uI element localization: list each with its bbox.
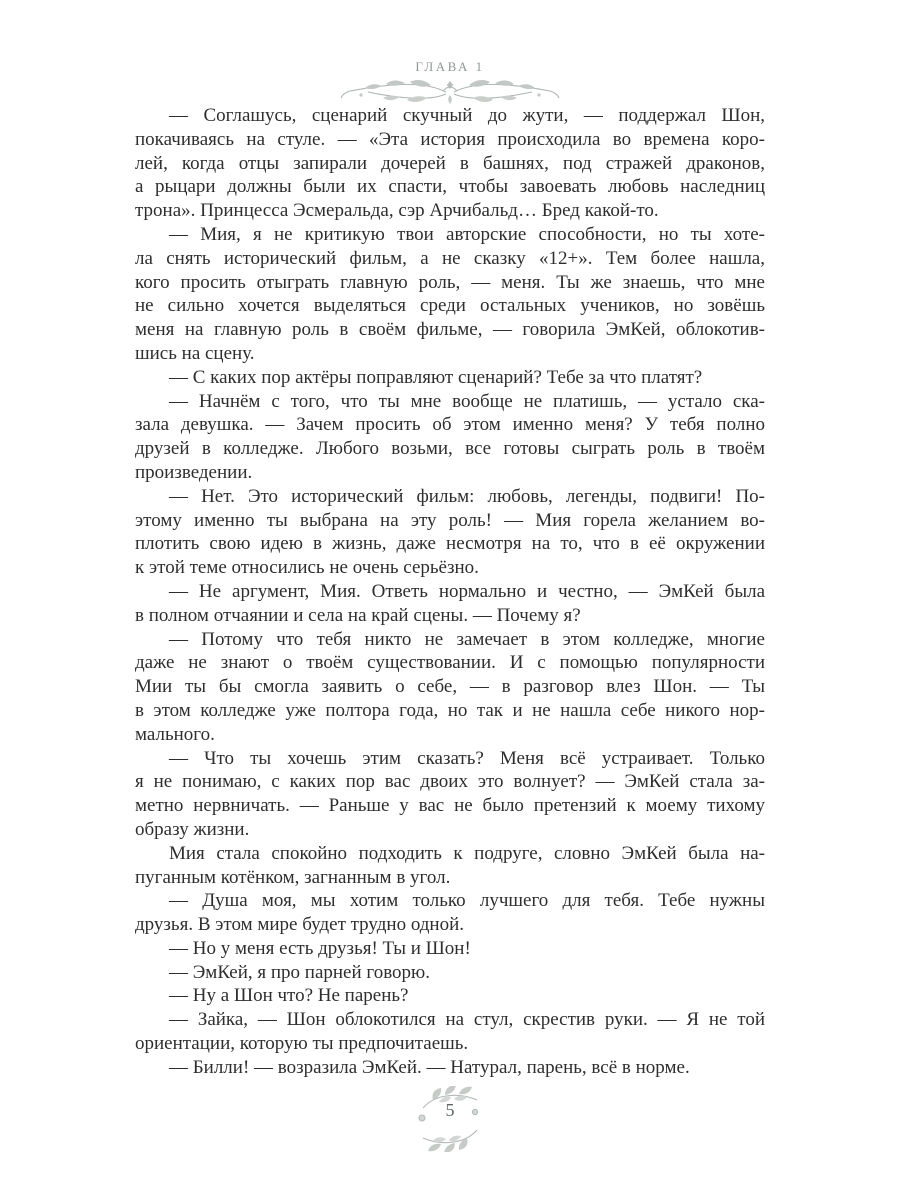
text-line: покачиваясь на стуле. — «Эта история происходила во времена коро- <box>135 128 765 150</box>
chapter-header <box>0 58 900 108</box>
text-line: в этом колледже уже полтора года, но так и не нашла себе никого нор- <box>135 699 765 721</box>
text-block <box>135 104 765 1080</box>
paragraph <box>135 104 765 223</box>
text-line: этому именно ты выбрана на эту роль! — Мия горела желанием во- <box>135 509 765 531</box>
paragraph <box>135 1008 765 1056</box>
text-line: — Но у меня есть друзья! Ты и Шон! <box>169 937 471 959</box>
text-line: друзья. В этом мире будет трудно одной. <box>135 914 465 936</box>
text-line: — Нет. Это исторический фильм: любовь, легенды, подвиги! По- <box>169 485 765 507</box>
text-line: — Что ты хочешь этим сказать? Меня всё устраивает. Только <box>169 747 765 769</box>
text-line: друзей в колледже. Любого возьми, все готовы сыграть роль в твоём <box>135 438 765 460</box>
page-number: 5 <box>445 1100 455 1120</box>
text-line: — Билли! — возразила ЭмКей. — Натурал, парень, всё в норме. <box>169 1056 690 1078</box>
page-footer <box>0 1086 900 1152</box>
text-line: Мия стала спокойно подходить к подруге, словно ЭмКей была на- <box>169 842 765 864</box>
paragraph <box>135 628 765 747</box>
text-line: ориентации, которую ты предпочитаешь. <box>135 1033 469 1055</box>
text-line: не сильно хочется выделяться среди остальных учеников, но зовёшь <box>135 295 765 317</box>
paragraph <box>135 889 765 937</box>
text-line: — Душа моя, мы хотим только лучшего для тебя. Тебе нужны <box>169 890 765 912</box>
text-line: — Мия, я не критикую твои авторские способности, но ты хоте- <box>169 223 765 245</box>
text-line: даже не знают о твоём существовании. И с помощью популярности <box>135 652 765 674</box>
text-line: произведении. <box>135 461 253 483</box>
text-line: — Начнём с того, что ты мне вообще не платишь, — устало ска- <box>169 390 765 412</box>
text-line: мального. <box>135 723 215 745</box>
paragraph <box>135 984 765 1008</box>
text-line: лей, когда отцы запирали дочерей в башнях, под стражей драконов, <box>135 152 765 174</box>
text-line: кого просить отыграть главную роль, — меня. Ты же знаешь, что мне <box>135 271 765 293</box>
text-line: пуганным котёнком, загнанным в угол. <box>135 866 451 888</box>
text-line: а рыцари должны были их спасти, чтобы завоевать любовь наследниц <box>135 176 765 198</box>
paragraph <box>135 961 765 985</box>
paragraph <box>135 842 765 890</box>
text-line: трона». Принцесса Эсмеральда, сэр Арчибальд… Бред какой-то. <box>135 200 659 222</box>
text-line: в полном отчаянии и села на край сцены. — Почему я? <box>135 604 581 626</box>
text-line: — ЭмКей, я про парней говорю. <box>169 961 430 983</box>
text-line: к этой теме относились не очень серьёзно. <box>135 557 479 579</box>
paragraph <box>135 747 765 842</box>
text-line: — С каких пор актёры поправляют сценарий? Тебе за что платят? <box>169 366 703 388</box>
text-line: меня на главную роль в своём фильме, — говорила ЭмКей, облокотив- <box>135 319 765 341</box>
text-line: шись на сцену. <box>135 342 255 364</box>
page-number-wreath <box>409 1086 491 1152</box>
text-line: — Соглашусь, сценарий скучный до жути, — поддержал Шон, <box>169 105 765 126</box>
paragraph <box>135 366 765 390</box>
text-line: — Потому что тебя никто не замечает в этом колледже, многие <box>169 628 765 650</box>
text-line: Мии ты бы смогла заявить о себе, — в разговор влез Шон. — Ты <box>135 676 765 698</box>
paragraph <box>135 580 765 628</box>
text-line: я не понимаю, с каких пор вас двоих это волнует? — ЭмКей стала за- <box>135 771 765 793</box>
paragraph <box>135 1056 765 1080</box>
text-line: зала девушка. — Зачем просить об этом именно меня? У тебя полно <box>135 414 765 436</box>
text-line: метно нервничать. — Раньше у вас не было претензий к моему тихому <box>135 795 765 817</box>
text-line: плотить свою идею в жизнь, даже несмотря на то, что в её окружении <box>135 533 765 555</box>
chapter-title: ГЛАВА 1 <box>415 59 485 74</box>
text-line: — Зайка, — Шон облокотился на стул, скрестив руки. — Я не той <box>169 1009 765 1031</box>
text-line: — Не аргумент, Мия. Ответь нормально и честно, — ЭмКей была <box>169 580 765 602</box>
paragraph <box>135 223 765 366</box>
paragraph <box>135 390 765 485</box>
paragraph <box>135 937 765 961</box>
text-line: образу жизни. <box>135 818 250 840</box>
text-line: — Ну а Шон что? Не парень? <box>169 985 409 1007</box>
text-line: ла снять исторический фильм, а не сказку «12+». Тем более нашла, <box>135 247 765 269</box>
paragraph <box>135 485 765 580</box>
